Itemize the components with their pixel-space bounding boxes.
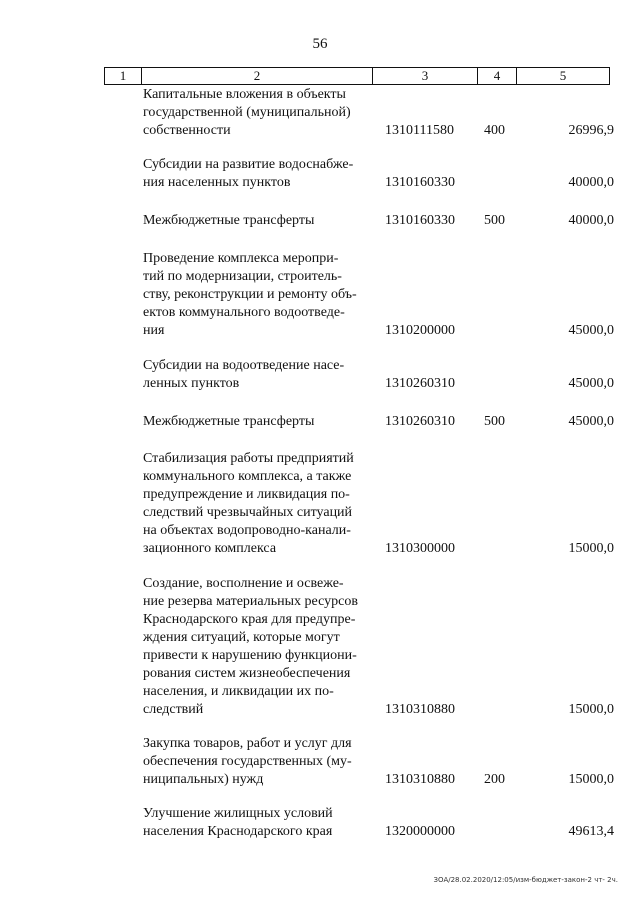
row-name-line: ние резерва материальных ресурсов (143, 594, 358, 609)
row-name-line: ленных пунктов (143, 376, 240, 391)
row-name-line: Улучшение жилищных условий (143, 806, 333, 821)
row-name-line: на объектах водопроводно-канали- (143, 523, 351, 538)
row-name-line: рования систем жизнеобеспечения (143, 666, 351, 681)
row-name-line: следствий чрезвычайных ситуаций (143, 505, 353, 520)
row-name (143, 357, 373, 393)
row-name (143, 735, 373, 789)
row-name-line: Закупка товаров, работ и услуг для (143, 736, 352, 751)
row-name-line: Субсидии на водоотведение насе- (143, 358, 345, 373)
row-name-line: ству, реконструкции и ремонту объ- (143, 287, 357, 302)
row-name-line: привести к нарушению функциони- (143, 648, 357, 663)
row-name-line: ждения ситуаций, которые могут (143, 630, 340, 645)
row-code: 1310310880 (385, 772, 455, 787)
row-code: 1310300000 (385, 541, 455, 556)
row-amount: 40000,0 (568, 213, 614, 228)
row-amount: 40000,0 (568, 175, 614, 190)
row-amount: 45000,0 (568, 376, 614, 391)
row-amount: 15000,0 (568, 541, 614, 556)
row-name (143, 86, 373, 140)
row-name-line: Краснодарского края для предупре- (143, 612, 356, 627)
row-code: 1310111580 (385, 123, 454, 138)
row-name (143, 250, 373, 340)
row-name (143, 413, 373, 431)
row-name-line: государственной (муниципальной) (143, 105, 351, 120)
row-name-line: Стабилизация работы предприятий (143, 451, 354, 466)
row-amount: 15000,0 (568, 702, 614, 717)
row-code: 1310310880 (385, 702, 455, 717)
row-expense-type: 500 (484, 213, 505, 228)
row-name-line: следствий (143, 702, 204, 717)
footer-note: ЗОА/28.02.2020/12:05/изм-бюджет-закон-2 чт- 2ч. (433, 876, 618, 884)
row-name (143, 805, 373, 841)
row-amount: 45000,0 (568, 414, 614, 429)
table-header (104, 67, 610, 85)
row-name (143, 450, 373, 558)
header-col-4: 4 (478, 68, 517, 84)
header-col-5: 5 (559, 68, 567, 83)
row-name-line: населения, и ликвидации их по- (143, 684, 334, 699)
row-name-line: предупреждение и ликвидация по- (143, 487, 350, 502)
row-name-line: Создание, восполнение и освеже- (143, 576, 344, 591)
row-name-line: ния (143, 323, 165, 338)
row-name-line: ния населенных пунктов (143, 175, 291, 190)
row-name-line: Проведение комплекса меропри- (143, 251, 339, 266)
row-code: 1310200000 (385, 323, 455, 338)
row-name-line: ниципальных) нужд (143, 772, 264, 787)
row-name-line: Субсидии на развитие водоснабже- (143, 157, 354, 172)
row-name-line: Межбюджетные трансферты (143, 414, 315, 429)
row-name-line: зационного комплекса (143, 541, 277, 556)
row-amount: 49613,4 (568, 824, 614, 839)
row-expense-type: 400 (484, 123, 505, 138)
row-name (143, 575, 373, 719)
row-name-line: обеспечения государственных (му- (143, 754, 352, 769)
row-name-line: собственности (143, 123, 231, 138)
row-code: 1310160330 (385, 213, 455, 228)
header-col-1: 1 (105, 68, 142, 84)
row-code: 1310260310 (385, 376, 455, 391)
row-name-line: коммунального комплекса, а также (143, 469, 352, 484)
row-name (143, 212, 373, 230)
row-name-line: тий по модернизации, строитель- (143, 269, 342, 284)
row-expense-type: 200 (484, 772, 505, 787)
page-number: 56 (312, 36, 328, 52)
row-amount: 45000,0 (568, 323, 614, 338)
header-col-3: 3 (373, 68, 478, 84)
row-code: 1320000000 (385, 824, 455, 839)
row-amount: 15000,0 (568, 772, 614, 787)
row-name-line: Капитальные вложения в объекты (143, 87, 346, 102)
row-code: 1310160330 (385, 175, 455, 190)
row-expense-type: 500 (484, 414, 505, 429)
row-name (143, 156, 373, 192)
row-name-line: Межбюджетные трансферты (143, 213, 315, 228)
row-code: 1310260310 (385, 414, 455, 429)
header-col-2: 2 (142, 68, 373, 84)
row-name-line: ектов коммунального водоотведе- (143, 305, 345, 320)
row-amount: 26996,9 (568, 123, 614, 138)
row-name-line: населения Краснодарского края (143, 824, 333, 839)
